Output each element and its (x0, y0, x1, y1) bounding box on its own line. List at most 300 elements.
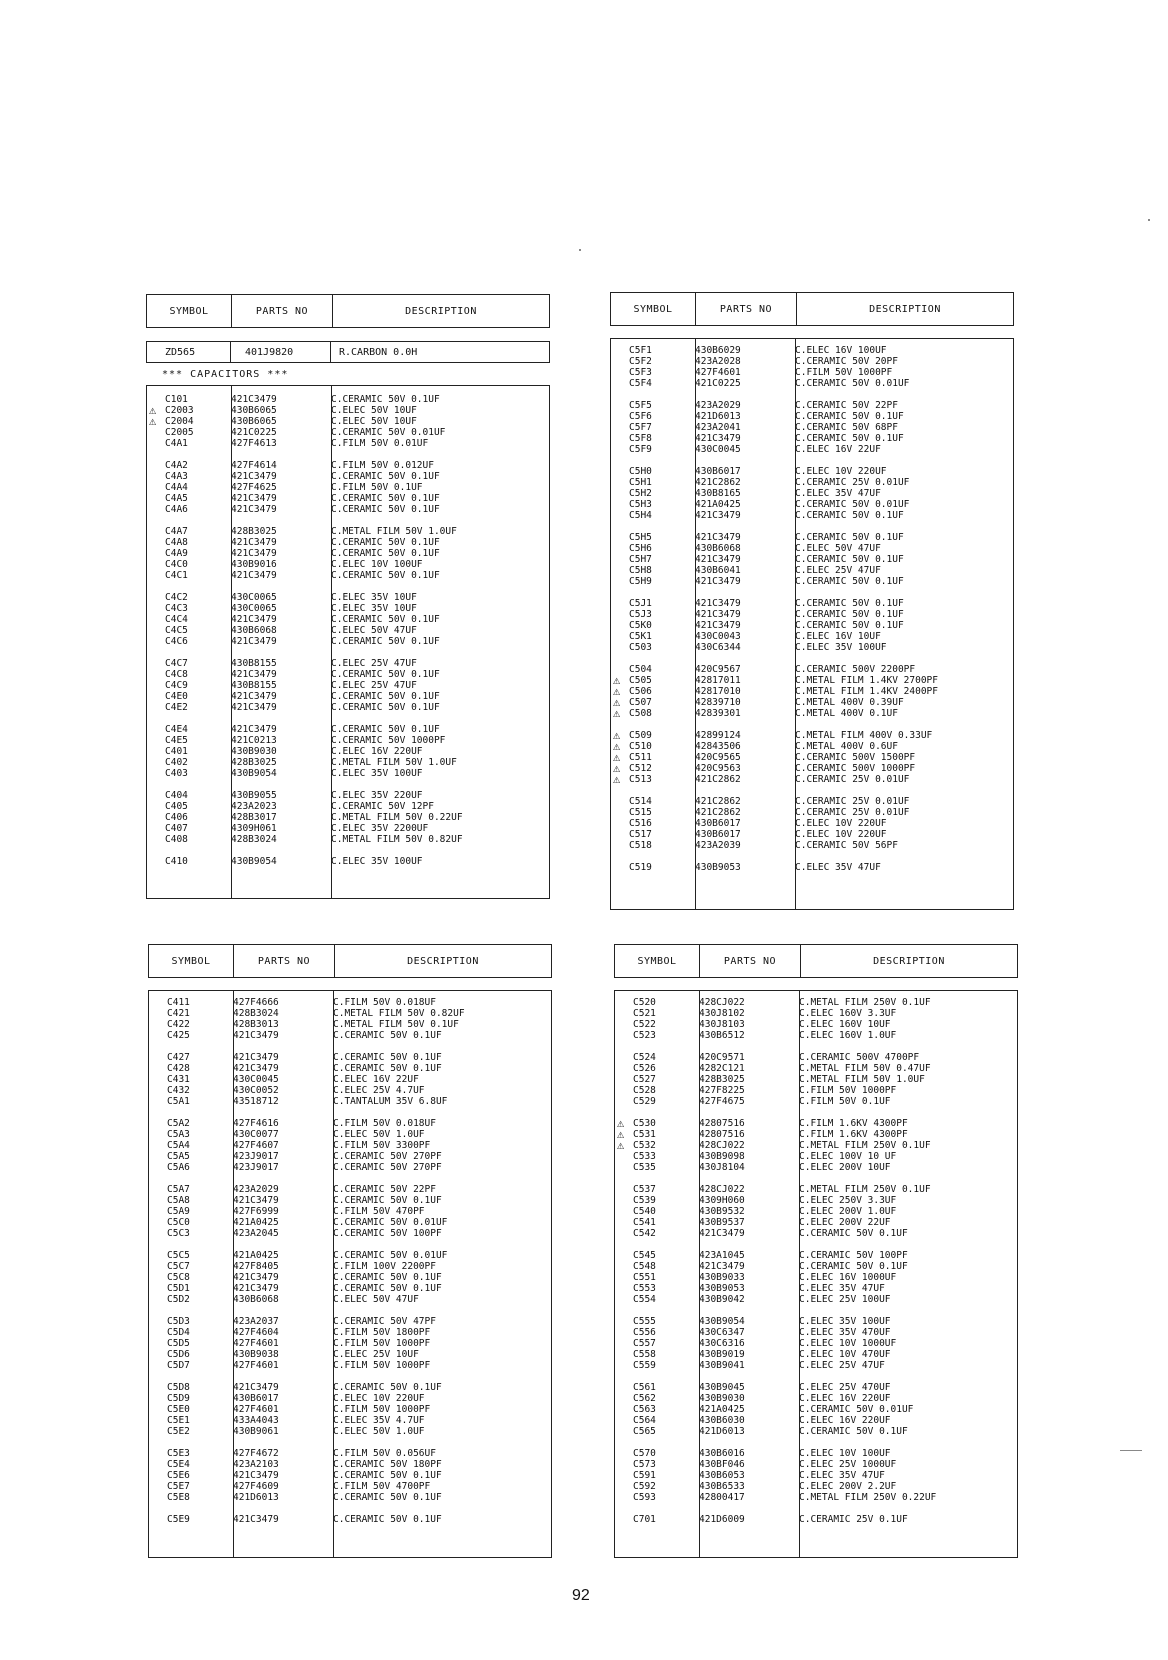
description-cell: C.CERAMIC 50V 0.1UF (331, 669, 440, 680)
table-row (147, 658, 549, 669)
scan-speck (1148, 219, 1150, 221)
row-group (149, 1250, 551, 1305)
symbol-cell: C425 (167, 1030, 190, 1041)
symbol-cell: C563 (633, 1404, 656, 1415)
symbol-cell: C5K0 (629, 620, 652, 631)
description-cell: C.CERAMIC 50V 0.1UF (333, 1195, 442, 1206)
parts-no-cell: 421D6013 (699, 1426, 745, 1437)
description-cell: C.FILM 50V 1000PF (799, 1085, 897, 1096)
description-cell: C.ELEC 50V 10UF (331, 405, 417, 416)
parts-no-cell: 42800417 (699, 1492, 745, 1503)
symbol-cell: C4E4 (165, 724, 188, 735)
symbol-cell: C5H3 (629, 499, 652, 510)
description-cell: C.CERAMIC 50V 0.1UF (795, 554, 904, 565)
table-row (615, 1448, 1017, 1459)
parts-no-cell: 430B9054 (231, 768, 277, 779)
parts-no-cell: 421C2862 (695, 796, 741, 807)
parts-no-cell: 421C3479 (233, 1030, 279, 1041)
parts-no-cell: 430C6344 (695, 642, 741, 653)
table-row (149, 1294, 551, 1305)
table-row (147, 394, 549, 405)
parts-no-cell: 427F4604 (233, 1327, 279, 1338)
table-row (611, 840, 1013, 851)
parts-no-cell: 421C3479 (231, 548, 277, 559)
table-row (611, 543, 1013, 554)
table-row (615, 1250, 1017, 1261)
description-cell: C.CERAMIC 25V 0.01UF (795, 774, 910, 785)
parts-no-cell: 421C0225 (695, 378, 741, 389)
row-group (147, 460, 549, 515)
parts-no-cell: 428B3025 (231, 757, 277, 768)
description-cell: C.ELEC 160V 3.3UF (799, 1008, 897, 1019)
safety-warning-icon: ⚠ (613, 673, 621, 687)
row-group (147, 790, 549, 845)
symbol-cell: C521 (633, 1008, 656, 1019)
parts-no-cell: 428CJ022 (699, 1140, 745, 1151)
parts-no-cell: 430J8102 (699, 1008, 745, 1019)
symbol-cell: C5E2 (167, 1426, 190, 1437)
table-row (147, 493, 549, 504)
table-row (149, 1316, 551, 1327)
parts-no-cell: 421C2862 (695, 477, 741, 488)
description-cell: C.ELEC 250V 3.3UF (799, 1195, 897, 1206)
table-row (147, 537, 549, 548)
table-row (147, 471, 549, 482)
table-row (611, 356, 1013, 367)
symbol-cell: C504 (629, 664, 652, 675)
description-cell: C.CERAMIC 500V 2200PF (795, 664, 916, 675)
table-row (149, 1052, 551, 1063)
table-row (147, 460, 549, 471)
table-row (611, 532, 1013, 543)
parts-no-cell: 420C9565 (695, 752, 741, 763)
symbol-cell: C5A8 (167, 1195, 190, 1206)
parts-no-cell: 430B9030 (231, 746, 277, 757)
parts-no-cell: 421C3479 (231, 537, 277, 548)
standalone-row (146, 341, 550, 363)
parts-no-cell: 430B6016 (699, 1448, 745, 1459)
description-cell: C.METAL 400V 0.1UF (795, 708, 898, 719)
symbol-cell: C522 (633, 1019, 656, 1030)
description-cell: C.CERAMIC 50V 12PF (331, 801, 434, 812)
parts-no-cell: 427F4609 (233, 1481, 279, 1492)
description-cell: C.CERAMIC 50V 0.01UF (331, 427, 446, 438)
parts-no-cell: 427F4672 (233, 1448, 279, 1459)
description-cell: C.ELEC 50V 47UF (795, 543, 881, 554)
symbol-cell: C5C0 (167, 1217, 190, 1228)
symbol-cell: C557 (633, 1338, 656, 1349)
description-cell: C.FILM 50V 1000PF (333, 1404, 431, 1415)
table-row (149, 1085, 551, 1096)
description-cell: C.FILM 50V 1000PF (333, 1360, 431, 1371)
symbol-cell: C5A5 (167, 1151, 190, 1162)
parts-no-cell: 421C3479 (695, 554, 741, 565)
table-row (149, 1008, 551, 1019)
parts-no-cell: 421C3479 (695, 609, 741, 620)
parts-no-cell: 427F4614 (231, 460, 277, 471)
symbol-cell: C5E8 (167, 1492, 190, 1503)
parts-no-cell: 430J8103 (699, 1019, 745, 1030)
table-row (611, 774, 1013, 785)
symbol-cell: C570 (633, 1448, 656, 1459)
symbol-cell: C545 (633, 1250, 656, 1261)
parts-no-cell: 430B9053 (695, 862, 741, 873)
description-cell: C.METAL 400V 0.39UF (795, 697, 904, 708)
parts-no-cell: 428B3013 (233, 1019, 279, 1030)
table-row (611, 642, 1013, 653)
description-cell: C.ELEC 35V 47UF (799, 1470, 885, 1481)
parts-no-cell: 430B6068 (233, 1294, 279, 1305)
description-cell: C.ELEC 35V 100UF (331, 856, 423, 867)
description-cell: C.ELEC 160V 1.0UF (799, 1030, 897, 1041)
parts-no-cell: 42843506 (695, 741, 741, 752)
table-row (615, 1206, 1017, 1217)
parts-no-cell: 427F4613 (231, 438, 277, 449)
symbol-cell: C515 (629, 807, 652, 818)
symbol-cell: C518 (629, 840, 652, 851)
description-cell: C.ELEC 50V 47UF (331, 625, 417, 636)
parts-no-cell: 427F4625 (231, 482, 277, 493)
row-group (611, 862, 1013, 873)
symbol-cell: C528 (633, 1085, 656, 1096)
description-cell: C.FILM 100V 2200PF (333, 1261, 436, 1272)
description-cell: C.ELEC 25V 470UF (799, 1382, 891, 1393)
symbol-cell: C5H7 (629, 554, 652, 565)
symbol-cell: C510 ⚠ (613, 739, 652, 753)
symbol-cell: C5H6 (629, 543, 652, 554)
table-row (615, 1415, 1017, 1426)
description-cell: C.ELEC 10V 220UF (333, 1393, 425, 1404)
header-parts-no: PARTS NO (232, 295, 333, 327)
description-cell: C.CERAMIC 50V 270PF (333, 1162, 442, 1173)
parts-no-cell: 430B6017 (695, 466, 741, 477)
parts-no-cell: 423A1045 (699, 1250, 745, 1261)
symbol-cell: C5K1 (629, 631, 652, 642)
parts-no-cell: 430B6065 (231, 416, 277, 427)
table-row (147, 603, 549, 614)
row-group (611, 532, 1013, 587)
row-group (147, 724, 549, 779)
safety-warning-icon: ⚠ (613, 750, 621, 764)
table-row (149, 1415, 551, 1426)
symbol-cell: C2004 ⚠ (149, 414, 194, 428)
description-cell: C.METAL FILM 50V 0.1UF (333, 1019, 459, 1030)
parts-no-cell: 423A2029 (233, 1184, 279, 1195)
symbol-cell: C101 (165, 394, 188, 405)
symbol-cell: C513 ⚠ (613, 772, 652, 786)
row-group (149, 997, 551, 1041)
description-cell: C.FILM 50V 0.018UF (333, 997, 436, 1008)
symbol-cell: C4A8 (165, 537, 188, 548)
symbol-cell: C5H9 (629, 576, 652, 587)
description-cell: C.ELEC 10V 220UF (795, 466, 887, 477)
symbol-cell: C5H2 (629, 488, 652, 499)
symbol-cell: C4A6 (165, 504, 188, 515)
symbol-cell: C5F5 (629, 400, 652, 411)
table-row (147, 669, 549, 680)
parts-no-cell: 427F4666 (233, 997, 279, 1008)
description-cell: C.CERAMIC 50V 0.1UF (795, 411, 904, 422)
description-cell: C.ELEC 10V 100UF (331, 559, 423, 570)
row-group (149, 1382, 551, 1437)
symbol-cell: C5D8 (167, 1382, 190, 1393)
header-parts-no: PARTS NO (696, 293, 797, 325)
description-cell: C.CERAMIC 50V 20PF (795, 356, 898, 367)
symbol-cell: C427 (167, 1052, 190, 1063)
safety-warning-icon: ⚠ (613, 739, 621, 753)
table-row (149, 1250, 551, 1261)
scan-speck (579, 249, 581, 251)
parts-no-cell: 430B6017 (695, 829, 741, 840)
symbol-cell: C4C3 (165, 603, 188, 614)
table-row (149, 1470, 551, 1481)
description-cell: C.FILM 50V 1000PF (795, 367, 893, 378)
parts-no-cell: 42817010 (695, 686, 741, 697)
header-description: DESCRIPTION (873, 955, 945, 967)
table-row (611, 631, 1013, 642)
parts-no-cell: 421C2862 (695, 774, 741, 785)
section-title-capacitors: *** CAPACITORS *** (162, 369, 289, 380)
table-row (149, 1063, 551, 1074)
parts-no-cell: 430B9033 (699, 1272, 745, 1283)
symbol-cell: C5D6 (167, 1349, 190, 1360)
parts-no-cell: 430B9038 (233, 1349, 279, 1360)
table-row (147, 570, 549, 581)
symbol-cell: C4C7 (165, 658, 188, 669)
scan-speck (1120, 1450, 1142, 1451)
description-cell: C.CERAMIC 50V 0.1UF (333, 1052, 442, 1063)
parts-no-cell: 430BF046 (699, 1459, 745, 1470)
symbol-cell: C5A2 (167, 1118, 190, 1129)
table-row (149, 1030, 551, 1041)
table-row (147, 856, 549, 867)
header-symbol: SYMBOL (149, 945, 234, 977)
parts-no-cell: 4309H061 (231, 823, 277, 834)
row-group (615, 1448, 1017, 1503)
parts-no-cell: 428B3024 (233, 1008, 279, 1019)
parts-no-cell: 420C9571 (699, 1052, 745, 1063)
table-row (147, 625, 549, 636)
table-row (611, 598, 1013, 609)
description-cell: C.CERAMIC 50V 0.1UF (795, 532, 904, 543)
parts-no-cell: 421C3479 (231, 702, 277, 713)
symbol-cell: C4C1 (165, 570, 188, 581)
table-row (149, 1195, 551, 1206)
description-cell: C.FILM 50V 0.056UF (333, 1448, 436, 1459)
table-row (611, 576, 1013, 587)
parts-no-cell: 42807516 (699, 1118, 745, 1129)
table-row (611, 433, 1013, 444)
table-row (611, 697, 1013, 708)
symbol-cell: C527 (633, 1074, 656, 1085)
row-group (147, 394, 549, 449)
table-row (611, 554, 1013, 565)
description-cell: C.ELEC 16V 100UF (795, 345, 887, 356)
description-cell: C.ELEC 35V 47UF (795, 862, 881, 873)
description-cell: C.FILM 50V 0.018UF (333, 1118, 436, 1129)
parts-no-cell: 430B9061 (233, 1426, 279, 1437)
description-cell: C.ELEC 10V 220UF (795, 829, 887, 840)
parts-no-cell: 430C0065 (231, 603, 277, 614)
description-cell: C.FILM 50V 4700PF (333, 1481, 431, 1492)
table-row (611, 466, 1013, 477)
standalone-symbol: ZD565 (147, 342, 231, 362)
table-row (147, 823, 549, 834)
table-row (615, 1426, 1017, 1437)
parts-no-cell: 423A2041 (695, 422, 741, 433)
table-row (147, 768, 549, 779)
table-row (615, 1481, 1017, 1492)
symbol-cell: C5H0 (629, 466, 652, 477)
description-cell: C.METAL FILM 1.4KV 2700PF (795, 675, 938, 686)
safety-warning-icon: ⚠ (613, 761, 621, 775)
table-row (615, 1151, 1017, 1162)
parts-no-cell: 430B9019 (699, 1349, 745, 1360)
parts-no-cell: 4282C121 (699, 1063, 745, 1074)
parts-no-cell: 430B9532 (699, 1206, 745, 1217)
parts-no-cell: 427F4601 (233, 1338, 279, 1349)
parts-no-cell: 427F4675 (699, 1096, 745, 1107)
table-row (615, 1019, 1017, 1030)
table-row (615, 1074, 1017, 1085)
symbol-cell: C555 (633, 1316, 656, 1327)
symbol-cell: C5E6 (167, 1470, 190, 1481)
table-row (615, 1283, 1017, 1294)
row-group (611, 345, 1013, 389)
table-row (147, 416, 549, 427)
table-row (149, 1206, 551, 1217)
table-row (611, 565, 1013, 576)
header-symbol: SYMBOL (147, 295, 232, 327)
table-row (615, 1140, 1017, 1151)
description-cell: C.METAL FILM 50V 1.0UF (799, 1074, 925, 1085)
description-cell: C.ELEC 35V 47UF (799, 1283, 885, 1294)
symbol-cell: C591 (633, 1470, 656, 1481)
parts-no-cell: 421C0213 (231, 735, 277, 746)
parts-no-cell: 428B3025 (231, 526, 277, 537)
symbol-cell: C4C8 (165, 669, 188, 680)
symbol-cell: C5H8 (629, 565, 652, 576)
description-cell: C.FILM 50V 0.01UF (331, 438, 429, 449)
symbol-cell: C507 ⚠ (613, 695, 652, 709)
row-group (147, 526, 549, 581)
symbol-cell: C506 ⚠ (613, 684, 652, 698)
parts-no-cell: 42807516 (699, 1129, 745, 1140)
row-group (615, 1514, 1017, 1525)
description-cell: C.ELEC 25V 47UF (331, 680, 417, 691)
description-cell: C.CERAMIC 50V 0.01UF (799, 1404, 914, 1415)
symbol-cell: C517 (629, 829, 652, 840)
description-cell: C.ELEC 16V 22UF (795, 444, 881, 455)
parts-no-cell: 427F4616 (233, 1118, 279, 1129)
parts-no-cell: 427F6999 (233, 1206, 279, 1217)
safety-warning-icon: ⚠ (613, 772, 621, 786)
table-row (149, 1382, 551, 1393)
description-cell: C.ELEC 35V 470UF (799, 1327, 891, 1338)
description-cell: C.CERAMIC 50V 0.1UF (331, 724, 440, 735)
parts-no-cell: 427F8225 (699, 1085, 745, 1096)
description-cell: C.CERAMIC 50V 0.1UF (795, 598, 904, 609)
table-row (611, 609, 1013, 620)
description-cell: C.CERAMIC 50V 0.1UF (331, 548, 440, 559)
symbol-cell: C5F7 (629, 422, 652, 433)
description-cell: C.CERAMIC 50V 0.1UF (333, 1030, 442, 1041)
parts-no-cell: 420C9563 (695, 763, 741, 774)
table-header-bottom-left (148, 944, 552, 978)
symbol-cell: C5C5 (167, 1250, 190, 1261)
description-cell: C.CERAMIC 50V 0.1UF (799, 1426, 908, 1437)
symbol-cell: C5A6 (167, 1162, 190, 1173)
table-row (147, 746, 549, 757)
parts-no-cell: 430B9045 (699, 1382, 745, 1393)
symbol-cell: C4E5 (165, 735, 188, 746)
description-cell: C.ELEC 35V 10UF (331, 603, 417, 614)
table-header-bottom-right (614, 944, 1018, 978)
symbol-cell: C519 (629, 862, 652, 873)
table-row (147, 735, 549, 746)
table-row (147, 702, 549, 713)
table-row (147, 559, 549, 570)
safety-warning-icon: ⚠ (613, 728, 621, 742)
symbol-cell: C511 ⚠ (613, 750, 652, 764)
description-cell: C.CERAMIC 50V 68PF (795, 422, 898, 433)
header-parts-no: PARTS NO (700, 945, 801, 977)
header-symbol: SYMBOL (615, 945, 700, 977)
parts-no-cell: 430C0043 (695, 631, 741, 642)
symbol-cell: C529 (633, 1096, 656, 1107)
table-row (611, 400, 1013, 411)
symbol-cell: C5E9 (167, 1514, 190, 1525)
parts-no-cell: 421C3479 (695, 510, 741, 521)
symbol-cell: C402 (165, 757, 188, 768)
page-number: 92 (572, 1587, 590, 1604)
parts-no-cell: 423J9017 (233, 1162, 279, 1173)
description-cell: C.ELEC 100V 10 UF (799, 1151, 897, 1162)
parts-no-cell: 421C3479 (695, 620, 741, 631)
description-cell: C.CERAMIC 50V 0.1UF (799, 1261, 908, 1272)
parts-no-cell: 430C6347 (699, 1327, 745, 1338)
parts-no-cell: 430B9053 (699, 1283, 745, 1294)
symbol-cell: C2003 ⚠ (149, 403, 194, 417)
safety-warning-icon: ⚠ (149, 414, 157, 428)
symbol-cell: C5E4 (167, 1459, 190, 1470)
description-cell: C.ELEC 200V 1.0UF (799, 1206, 897, 1217)
parts-no-cell: 421C3479 (233, 1063, 279, 1074)
symbol-cell: C4E0 (165, 691, 188, 702)
description-cell: C.ELEC 10V 470UF (799, 1349, 891, 1360)
description-cell: C.ELEC 35V 4.7UF (333, 1415, 425, 1426)
symbol-cell: C593 (633, 1492, 656, 1503)
symbol-cell: C564 (633, 1415, 656, 1426)
table-row (615, 1217, 1017, 1228)
parts-no-cell: 420C9567 (695, 664, 741, 675)
table-row (611, 378, 1013, 389)
description-cell: C.METAL FILM 250V 0.1UF (799, 1140, 931, 1151)
table-row (147, 548, 549, 559)
table-row (147, 757, 549, 768)
symbol-cell: C5E0 (167, 1404, 190, 1415)
description-cell: C.CERAMIC 25V 0.1UF (799, 1514, 908, 1525)
description-cell: C.ELEC 200V 10UF (799, 1162, 891, 1173)
description-cell: C.ELEC 50V 1.0UF (333, 1129, 425, 1140)
table-row (611, 862, 1013, 873)
parts-no-cell: 42839301 (695, 708, 741, 719)
parts-no-cell: 421C3479 (233, 1052, 279, 1063)
description-cell: C.CERAMIC 50V 47PF (333, 1316, 436, 1327)
symbol-cell: C4A3 (165, 471, 188, 482)
parts-no-cell: 421C3479 (695, 532, 741, 543)
description-cell: C.ELEC 16V 220UF (331, 746, 423, 757)
